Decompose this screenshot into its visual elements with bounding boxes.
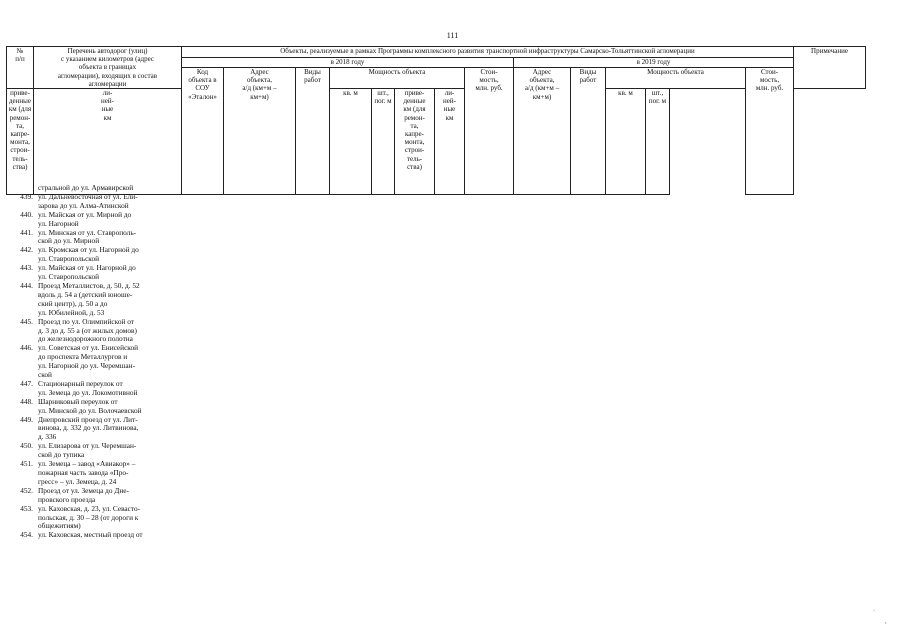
col-cost-2019: Стои- мость, млн. руб. [746, 68, 794, 195]
col-pcs-2018: шт., пог. м [372, 89, 395, 195]
road-list [6, 184, 186, 540]
row-number: 450. [20, 441, 33, 451]
year-2018-header: в 2018 году [182, 58, 514, 68]
row-road-text: ул. Каховская, местный проезд от [38, 530, 143, 540]
row-number: 440. [20, 209, 33, 219]
row-road-text: ул. Каховская, д. 23, ул. Севасто- польская, д. 30 – 28 (от дороги к общежитиям) [38, 503, 141, 531]
list-item [6, 193, 186, 211]
row-number: 444. [20, 280, 33, 290]
col-pcs-2019: шт., пог. м [646, 89, 670, 195]
col-works-2019: Виды работ [571, 68, 606, 195]
row-road-text: ул. Елизарова от ул. Черемшан- ской до тупика [38, 441, 137, 460]
row-road-text: Проезд Металлистов, д. 50, д. 52 вдоль д. 54 а (детский юноше- ский центр), д. 50 а до ул. Юбилейной, д. 53 [38, 280, 140, 317]
list-item [6, 229, 186, 247]
row-road-text: ул. Кромская от ул. Нагорной до ул. Ставропольской [38, 245, 139, 264]
row-number: 447. [20, 378, 33, 388]
col-works-2018: Виды работ [296, 68, 330, 195]
col-address-2018: Адрес объекта, а/д (км+м – км+м) [224, 68, 296, 195]
list-item [6, 380, 186, 398]
col-header-num: № п/п [7, 47, 34, 89]
row-number: 439. [20, 191, 33, 201]
col-header-note: Примечание [794, 47, 866, 89]
year-2019-header: в 2019 году [514, 58, 794, 68]
list-item [6, 487, 186, 505]
list-item [6, 211, 186, 229]
col-header-list: Перечень автодорог (улиц) с указанием километров (адрес объекта в границах агломерации), входящих в состав агломерации [34, 47, 182, 89]
row-road-text: ул. Минская от ул. Ставрополь- ской до ул. Мирной [38, 227, 137, 246]
col-sqm-2019: кв. м [606, 89, 646, 195]
scan-mark: ˛ [885, 618, 887, 624]
col-code-2018: Код объекта в СОУ «Эталон» [182, 68, 224, 195]
list-item [6, 246, 186, 264]
row-number: 446. [20, 343, 33, 353]
row-number: 443. [20, 263, 33, 273]
row-road-text: Проезд от ул. Земеца до Дне- провского проезда [38, 485, 129, 504]
row-number: 452. [20, 485, 33, 495]
page-number: 111 [446, 31, 459, 40]
col-linear-2018: ли- ней- ные км [34, 89, 182, 195]
row-number: 453. [20, 503, 33, 513]
row-number: 451. [20, 459, 33, 469]
row-number: 448. [20, 396, 33, 406]
row-road-text: Проезд по ул. Олимпийской от д. 3 до д. 55 а (от жилых домов) до железнодорожного полотна [38, 316, 137, 344]
col-header-objects: Объекты, реализуемые в рамках Программы комплексного развития транспортной инфраструктуры Самарско-Тольяттинской агломерации [182, 47, 794, 58]
col-capacity-2018: Мощность объекта [330, 68, 465, 89]
list-item [6, 505, 186, 532]
col-capacity-2019: Мощность объекта [606, 68, 746, 89]
list-item [6, 264, 186, 282]
row-road-text: Днепровский проезд от ул. Лит- винова, д. 332 до ул. Литвинова, д. 336 [38, 414, 139, 442]
row-road-text: Стационарный переулок от ул. Земеца до ул. Локомотивной [38, 378, 138, 397]
col-reduced-2018: приве- денные км (для ремон- та, капре- монта, строи- тель- ства) [7, 89, 34, 195]
list-item [6, 460, 186, 487]
row-road-text: ул. Майская от ул. Нагорной до ул. Ставропольской [38, 263, 136, 282]
row-number: 445. [20, 316, 33, 326]
row-number: 454. [20, 530, 33, 540]
col-address-2019: Адрес объекта, а/д (км+м – км+м) [514, 68, 571, 195]
scan-mark: · [873, 608, 875, 614]
row-road-text: ул. Дальневосточная от ул. Ели- зарова до ул. Алма-Атинской [38, 191, 138, 210]
header-table [6, 46, 866, 195]
row-road-text: ул. Земеца – завод «Авиакор» – пожарная часть завода «Про- гресс» – ул. Земеца, д. 24 [38, 459, 136, 486]
row-road-text: Шарниковый переулок от ул. Минской до ул. Волочаевской [38, 396, 142, 415]
list-item [6, 318, 186, 345]
list-item [6, 344, 186, 380]
col-cost-2018: Стои- мость, млн. руб. [465, 68, 514, 195]
row-number: 441. [20, 227, 33, 237]
col-linear-2019: ли- ней- ные км [435, 89, 465, 195]
col-sqm-2018: кв. м [330, 89, 372, 195]
row-road-text: ул. Советская от ул. Енисейской до проспекта Металлургов и ул. Нагорной до ул. Черемшан- ской [38, 343, 139, 380]
col-reduced-2019: приве- денные км (для ремон- та, капре- монта, строи- тель- ства) [395, 89, 435, 195]
row-number: 449. [20, 414, 33, 424]
list-item [6, 531, 186, 540]
row-number: 442. [20, 245, 33, 255]
list-item [6, 398, 186, 416]
row-road-text: стральной до ул. Армавирской [38, 183, 134, 192]
row-road-text: ул. Майская от ул. Мирной до ул. Нагорной [38, 209, 132, 228]
list-item [6, 282, 186, 318]
list-item [6, 442, 186, 460]
list-item [6, 416, 186, 443]
